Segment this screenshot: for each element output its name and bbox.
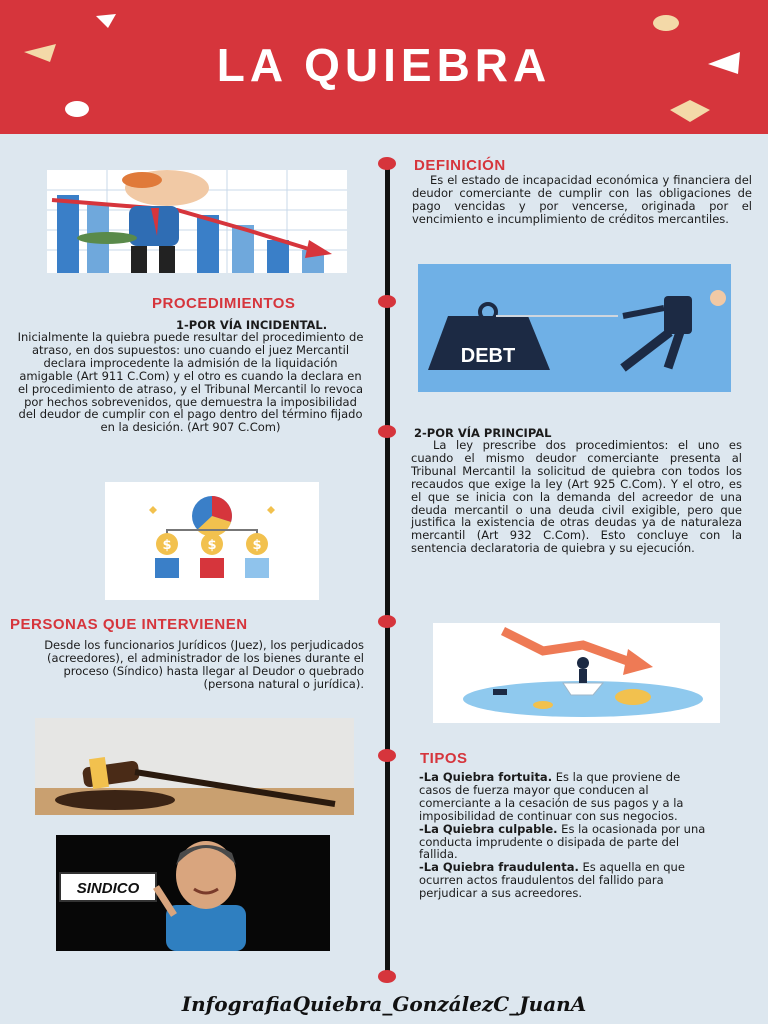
incidental-title: 1-POR VÍA INCIDENTAL. bbox=[176, 318, 328, 332]
tipo-item bbox=[419, 771, 709, 823]
tipo-item bbox=[419, 823, 709, 862]
timeline-dot bbox=[378, 157, 396, 170]
market-crash-illustration bbox=[433, 623, 720, 723]
confetti-triangle-icon bbox=[96, 14, 118, 28]
confetti-circle-icon bbox=[64, 100, 90, 118]
tipo-item bbox=[419, 861, 709, 900]
timeline-dot bbox=[378, 749, 396, 762]
org-chart-money-illustration bbox=[105, 482, 319, 600]
header-banner bbox=[0, 0, 768, 134]
tipos-heading: TIPOS bbox=[420, 750, 468, 767]
dollar-icon: $ bbox=[252, 538, 262, 553]
falling-chart-illustration bbox=[47, 170, 347, 273]
tipos-list bbox=[419, 771, 709, 900]
confetti-diamond-icon bbox=[670, 100, 712, 122]
principal-text: La ley prescribe dos procedimientos: el uno es cuando el mismo deudor comerciante presenta al Tribunal Mercantil la solicitud de quiebra con todos los recaudos que exige la ley (Art 925 C.Com). Y el otro, es el que se inicia con la demanda del acreedor de una deuda mercantil o una deuda civil exigible, pero que justifica la existencia de otras deudas ya de naturaleza mercantil (Art 932 C.Com). Esto concluye con la sentencia declaratoria de quiebra y su ejecución. bbox=[411, 438, 742, 556]
tipo-label: -La Quiebra fortuita. bbox=[419, 770, 553, 784]
sindico-label: SINDICO bbox=[76, 880, 140, 897]
incidental-text: Inicialmente la quiebra puede resultar del procedimiento de atraso, en dos supuestos: uno cuando el juez Mercantil declara improcedente la admisión de la liquidación amigable (Art 911 C.Com) y el otro es cuando la declara en el procedimiento de atraso, y el Tribunal Mercantil lo revoca por hechos sobrevenidos, que demuestra la imposibilidad del deudor de cumplir con el pago dentro del término fijado en la desición. (Art 907 C.Com) bbox=[17, 330, 364, 435]
procedimientos-heading: PROCEDIMIENTOS bbox=[152, 295, 296, 312]
definicion-heading: DEFINICIÓN bbox=[414, 157, 506, 174]
timeline-dot bbox=[378, 425, 396, 438]
page-title: LA QUIEBRA bbox=[216, 39, 552, 91]
gavel-illustration bbox=[35, 718, 354, 815]
definicion-text: Es el estado de incapacidad económica y financiera del deudor comerciante de cumplir con las obligaciones de pago vencidas y por vencerse, originada por el vencimiento e incumplimiento de créditos mercantiles. bbox=[412, 173, 752, 226]
sindico-character-illustration bbox=[56, 835, 330, 951]
timeline-dot bbox=[378, 615, 396, 628]
timeline-line bbox=[385, 162, 390, 982]
tipo-text: Es la ocasionada por una conducta imprudente o disipada de parte del fallida. bbox=[419, 821, 706, 862]
tipo-label: -La Quiebra fraudulenta. bbox=[419, 860, 579, 875]
debt-label: DEBT bbox=[460, 345, 516, 367]
dollar-icon: $ bbox=[162, 538, 172, 553]
debt-weight-illustration bbox=[418, 264, 731, 392]
tipo-text: Es aquella en que ocurren actos fraudulentos del fallido para perjudicar a sus acreedores. bbox=[419, 860, 685, 901]
timeline-dot bbox=[378, 295, 396, 308]
tipo-label: -La Quiebra culpable. bbox=[419, 821, 558, 836]
dollar-icon: $ bbox=[207, 538, 217, 553]
personas-heading: PERSONAS QUE INTERVIENEN bbox=[10, 616, 248, 633]
principal-title: 2-POR VÍA PRINCIPAL bbox=[414, 426, 552, 440]
timeline-dot bbox=[378, 970, 396, 983]
confetti-circle-icon bbox=[652, 14, 680, 32]
personas-text: Desde los funcionarios Jurídicos (Juez), los perjudicados (acreedores), el administrador de los bienes durante el proceso (Síndico) hasta llegar al Deudor o quebrado (persona natural o jurídica). bbox=[44, 638, 364, 691]
tipo-text: Es la que proviene de casos de fuerza mayor que conducen al comerciante a la cesación de sus pagos y a la imposibilidad de continuar con sus negocios. bbox=[419, 770, 684, 823]
footer-signature: InfografiaQuiebra_GonzálezC_JuanA bbox=[181, 992, 587, 1016]
